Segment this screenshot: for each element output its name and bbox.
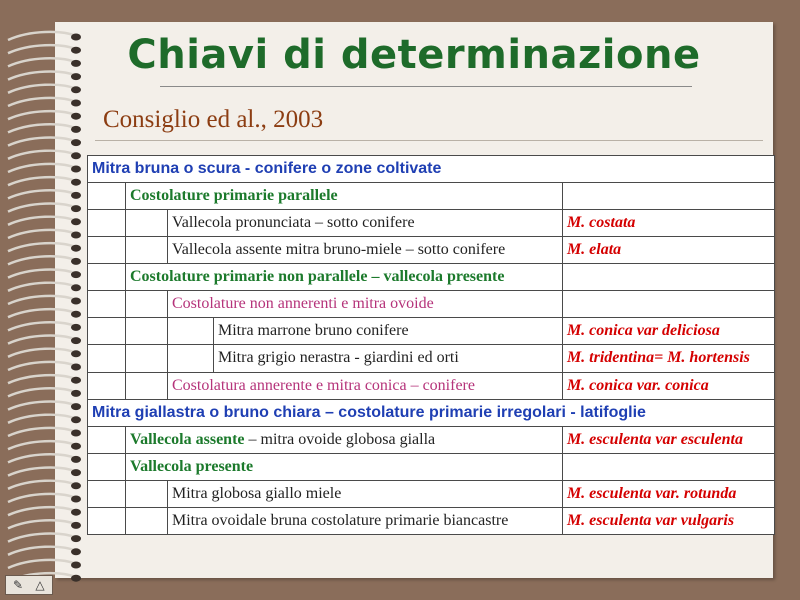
binding-hole [71, 126, 81, 133]
binding-hole [71, 100, 81, 107]
key-text [126, 264, 563, 291]
binding-hole [71, 166, 81, 173]
key-text [168, 372, 563, 399]
spiral-ring [8, 217, 76, 225]
table-row [88, 345, 775, 372]
key-label: Costolature non annerenti e mitra ovoide [172, 295, 434, 313]
spiral-ring [8, 388, 76, 396]
species-cell: M. costata [562, 210, 774, 237]
key-label: Costolature primarie non parallele – vallecola presente [130, 268, 505, 286]
binding-hole [71, 152, 81, 159]
binding-hole [71, 535, 81, 542]
key-label: Mitra grigio nerastra - giardini ed orti [218, 349, 459, 367]
species-cell: M. esculenta var esculenta [562, 426, 774, 453]
indent-cell [126, 291, 168, 318]
species-cell [562, 183, 774, 210]
indent-cell [88, 426, 126, 453]
binding-hole [71, 390, 81, 397]
spiral-binding [0, 22, 90, 582]
binding-hole [71, 86, 81, 93]
key-text [214, 318, 563, 345]
indent-cell [168, 345, 214, 372]
table-row [88, 264, 775, 291]
binding-hole [71, 298, 81, 305]
indent-cell [88, 345, 126, 372]
key-label-detail: – mitra ovoide globosa gialla [244, 430, 436, 448]
species-cell [562, 291, 774, 318]
table-row [88, 507, 775, 534]
species-cell: M. elata [562, 237, 774, 264]
indent-cell [88, 291, 126, 318]
spiral-ring [8, 454, 76, 462]
indent-cell [88, 453, 126, 480]
binding-hole [71, 232, 81, 239]
determination-key-table [87, 155, 775, 535]
binding-hole [71, 443, 81, 450]
spiral-ring [8, 256, 76, 264]
key-text [126, 453, 563, 480]
binding-hole [71, 456, 81, 463]
key-text [88, 156, 775, 183]
species-cell: M. esculenta var. rotunda [562, 480, 774, 507]
key-text [126, 426, 563, 453]
key-text [126, 183, 563, 210]
spiral-ring [8, 362, 76, 370]
indent-cell [88, 210, 126, 237]
table-row [88, 183, 775, 210]
binding-hole [71, 350, 81, 357]
spiral-ring [8, 507, 76, 515]
binding-hole [71, 337, 81, 344]
species-cell: M. conica var. conica [562, 372, 774, 399]
spiral-ring [8, 98, 76, 106]
spiral-ring [8, 560, 76, 568]
spiral-ring [8, 520, 76, 528]
binding-hole [71, 324, 81, 331]
key-text [168, 237, 563, 264]
binding-hole [71, 509, 81, 516]
slide-subtitle: Consiglio ed al., 2003 [103, 106, 324, 133]
table-row [88, 426, 775, 453]
binding-hole [71, 548, 81, 555]
spiral-ring [8, 309, 76, 317]
spiral-ring [8, 230, 76, 238]
spiral-ring [8, 296, 76, 304]
indent-cell [88, 372, 126, 399]
binding-hole [71, 575, 81, 582]
indent-cell [126, 507, 168, 534]
spiral-ring [8, 428, 76, 436]
subtitle-rule [95, 140, 763, 141]
key-text [88, 399, 775, 426]
key-label: Vallecola pronunciata – sotto conifere [172, 214, 415, 232]
spiral-ring [8, 243, 76, 251]
indent-cell [88, 237, 126, 264]
table-row [88, 237, 775, 264]
indent-cell [88, 264, 126, 291]
indent-cell [126, 210, 168, 237]
binding-hole [71, 364, 81, 371]
binding-hole [71, 258, 81, 265]
indent-cell [126, 237, 168, 264]
spiral-ring [8, 270, 76, 278]
key-label: Mitra bruna o scura - conifere o zone coltivate [92, 160, 442, 178]
indent-cell [168, 318, 214, 345]
key-label: Vallecola presente [130, 457, 254, 475]
spiral-ring [8, 177, 76, 185]
spiral-ring [8, 151, 76, 159]
species-cell [562, 453, 774, 480]
key-text [214, 345, 563, 372]
species-cell: M. conica var deliciosa [562, 318, 774, 345]
pen-icon[interactable]: ✎ [12, 578, 24, 592]
indent-cell [126, 372, 168, 399]
spiral-ring [8, 190, 76, 198]
indent-cell [126, 480, 168, 507]
binding-hole [71, 139, 81, 146]
indent-cell [126, 345, 168, 372]
key-text [168, 507, 563, 534]
binding-hole [71, 192, 81, 199]
key-text [168, 210, 563, 237]
key-label: Vallecola assente mitra bruno-miele – sotto conifere [172, 241, 506, 259]
indent-cell [126, 318, 168, 345]
indent-cell [88, 183, 126, 210]
spiral-ring [8, 336, 76, 344]
spiral-ring [8, 349, 76, 357]
spiral-ring [8, 283, 76, 291]
slide-nav [5, 575, 53, 595]
spiral-ring [8, 547, 76, 555]
binding-hole [71, 179, 81, 186]
title-underline [160, 86, 692, 87]
indent-cell [88, 318, 126, 345]
spiral-ring [8, 415, 76, 423]
spiral-ring [8, 124, 76, 132]
table-row [88, 453, 775, 480]
up-triangle-icon[interactable]: △ [35, 578, 45, 592]
spiral-ring [8, 204, 76, 212]
binding-hole [71, 469, 81, 476]
species-cell [562, 264, 774, 291]
spiral-ring [8, 138, 76, 146]
table-row [88, 372, 775, 399]
key-text [168, 480, 563, 507]
binding-hole [71, 218, 81, 225]
key-label: Mitra globosa giallo miele [172, 484, 342, 502]
spiral-ring [8, 402, 76, 410]
table-row [88, 291, 775, 318]
binding-hole [71, 416, 81, 423]
key-label: Mitra ovoidale bruna costolature primarie biancastre [172, 511, 509, 529]
indent-cell [88, 507, 126, 534]
key-label: Mitra giallastra o bruno chiara – costolature primarie irregolari - latifoglie [92, 403, 646, 421]
spiral-ring [8, 468, 76, 476]
table-row [88, 318, 775, 345]
binding-hole [71, 496, 81, 503]
key-label: Costolature primarie parallele [130, 187, 338, 205]
binding-hole [71, 377, 81, 384]
key-label: Costolatura annerente e mitra conica – conifere [172, 376, 475, 394]
binding-hole [71, 482, 81, 489]
spiral-ring [8, 481, 76, 489]
binding-hole [71, 403, 81, 410]
table-row [88, 480, 775, 507]
spiral-ring [8, 322, 76, 330]
spiral-ring [8, 441, 76, 449]
binding-hole [71, 113, 81, 120]
binding-hole [71, 271, 81, 278]
table-row [88, 210, 775, 237]
table-row [88, 399, 775, 426]
binding-hole [71, 522, 81, 529]
species-cell: M. esculenta var vulgaris [562, 507, 774, 534]
spiral-ring [8, 494, 76, 502]
key-label: Mitra marrone bruno conifere [218, 322, 409, 340]
spiral-ring [8, 534, 76, 542]
species-cell: M. tridentina= M. hortensis [562, 345, 774, 372]
spiral-ring [8, 85, 76, 93]
spiral-ring [8, 164, 76, 172]
binding-hole [71, 311, 81, 318]
spiral-ring [8, 111, 76, 119]
binding-hole [71, 284, 81, 291]
key-text [168, 291, 563, 318]
binding-hole [71, 562, 81, 569]
binding-hole [71, 245, 81, 252]
binding-hole [71, 205, 81, 212]
spiral-ring [8, 375, 76, 383]
table-row [88, 156, 775, 183]
key-label: Vallecola assente [130, 430, 245, 448]
binding-hole [71, 430, 81, 437]
indent-cell [88, 480, 126, 507]
slide-title: Chiavi di determinazione [127, 32, 701, 78]
